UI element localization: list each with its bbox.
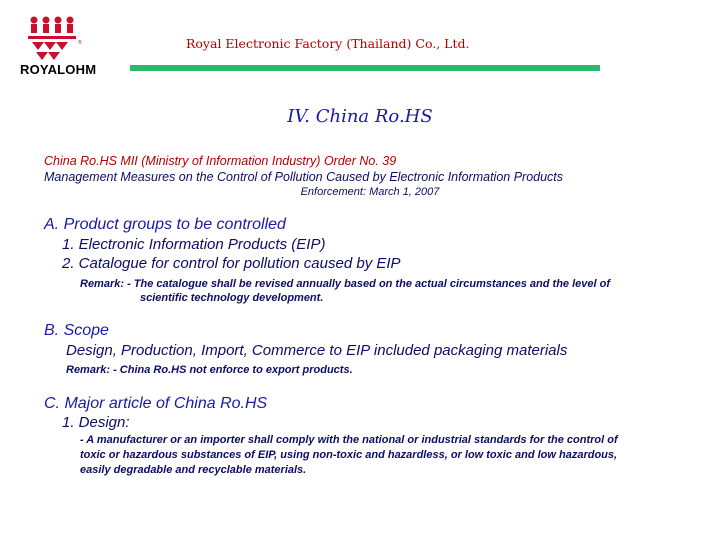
svg-text:®: ® [78,40,82,46]
section-c-heading: C. Major article of China Ro.HS [44,395,268,412]
section-a-heading: A. Product groups to be controlled [44,216,286,233]
section-a-item: 2. Catalogue for control for pollution caused by EIP [62,255,401,272]
section-c-body: toxic or hazardous substances of EIP, using non-toxic and hazardless, or low toxic and low hazardous, [80,449,618,461]
section-c-body: - A manufacturer or an importer shall comply with the national or industrial standards for the control of [80,434,618,446]
header-divider [130,65,600,71]
royalohm-emblem-icon [22,14,108,64]
company-name: Royal Electronic Factory (Thailand) Co., Ltd. [186,36,470,51]
section-b-text: Design, Production, Import, Commerce to EIP included packaging materials [66,342,568,359]
section-a-remark: Remark: - The catalogue shall be revised annually based on the actual circumstances and the level of [80,278,611,290]
section-c-body: easily degradable and recyclable materials. [80,464,307,476]
section-b-heading: B. Scope [44,322,109,339]
section-b-remark: Remark: - China Ro.HS not enforce to export products. [66,364,353,376]
page-title: IV. China Ro.HS [287,106,433,127]
section-a-remark: scientific technology development. [140,292,324,304]
management-measures-line: Management Measures on the Control of Pollution Caused by Electronic Information Products [44,170,564,184]
ordinance-line: China Ro.HS MII (Ministry of Information Industry) Order No. 39 [44,154,397,168]
section-a-item: 1. Electronic Information Products (EIP) [62,236,326,253]
section-c-item: 1. Design: [62,414,130,431]
enforcement-date: Enforcement: March 1, 2007 [300,186,440,198]
logo-wordmark: ROYALOHM [20,62,97,77]
